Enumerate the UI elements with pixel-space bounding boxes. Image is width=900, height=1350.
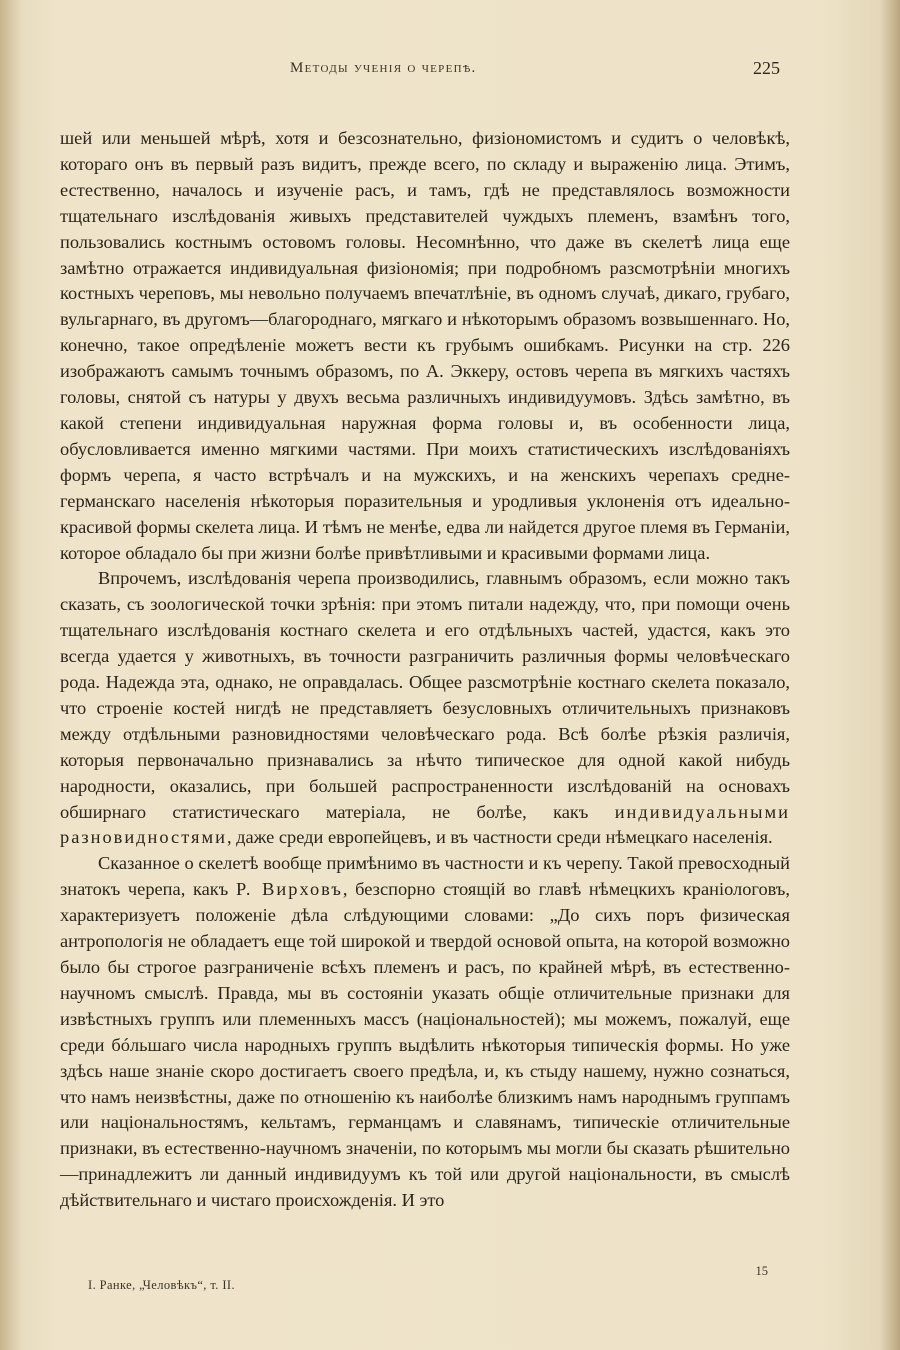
body-text (60, 126, 790, 1214)
signature-text: І. Ранке, „Человѣкъ“, т. II. (88, 1278, 235, 1292)
sheet-number: 15 (755, 1264, 768, 1278)
page-footer (88, 1264, 768, 1292)
paragraph-continued (60, 126, 790, 566)
paragraph-text: Сказанное о скелетѣ вообще примѣнимо въ частности и къ черепу. Такой превосходный знатокъ черепа, какъ (60, 853, 790, 900)
paragraph-text: , безспорно стоящій во главѣ нѣмецкихъ краніологовъ, характеризуетъ положеніе дѣла слѣдующими словами: „До сихъ поръ физическая антропологія не обладаетъ еще той широкой и твердой основой опыта, на которой возможно было бы строгое разграниченіе всѣхъ племенъ и расъ, по крайней мѣрѣ, въ естественно-научномъ смыслѣ. Правда, мы въ состояніи указать общіе отличительные признаки для извѣстныхъ группъ или племенныхъ массъ (національностей); мы можемъ, пожалуй, еще среди бóльшаго числа народныхъ группъ выдѣлить нѣкоторыя типическія формы. Но уже здѣсь наше знаніе скоро достигаетъ своего предѣла, и, къ стыду нашему, нужно сознаться, что намъ неизвѣстны, даже по отношенію къ наиболѣе близкимъ намъ народнымъ группамъ или національностямъ, кельтамъ, германцамъ и славянамъ, типическіе отличительные признаки, въ естественно-научномъ значеніи, по которымъ мы могли бы сказать рѣшительно—принадлежитъ ли данный индивидуумъ къ той или другой національности, въ смыслѣ дѣйствительнаго и чистаго происхожденія. И это (60, 879, 791, 1211)
paragraph-text: , даже среди европейцевъ, и въ частности среди нѣмецкаго населенія. (226, 827, 773, 848)
author-name-emphasized: Р. Вирховъ (235, 879, 343, 900)
paragraph (60, 851, 790, 1214)
running-head (60, 58, 800, 86)
paragraph-text: шей или меньшей мѣрѣ, хотя и безсознательно, физіономистомъ и судитъ о человѣкѣ, котораго онъ въ первый разъ видитъ, прежде всего, по складу и выраженію лица. Этимъ, естественно, началось и изученіе расъ, и тамъ, гдѣ не представлялось возможности тщательнаго изслѣдованія живыхъ представителей чуждыхъ племенъ, взамѣнъ того, пользовались костнымъ остовомъ головы. Несомнѣнно, что даже въ скелетѣ лица еще замѣтно отражается индивидуальная физіономія; при подробномъ разсмотрѣніи многихъ костныхъ череповъ, мы невольно получаемъ впечатлѣніе, въ одномъ случаѣ, дикаго, грубаго, вульгарнаго, въ другомъ—благороднаго, мягкаго и нѣкоторымъ образомъ возвышеннаго. Но, конечно, такое опредѣленіе можетъ вести къ грубымъ ошибкамъ. Рисунки на стр. 226 изображаютъ самымъ точнымъ образомъ, по А. Эккеру, остовъ черепа въ мягкихъ частяхъ головы, снятой съ натуры у двухъ весьма различныхъ индивидуумовъ. Здѣсь замѣтно, въ какой степени индивидуальная наружная форма головы и, въ особенности лица, обусловливается именно мягкими частями. При моихъ статистическихъ изслѣдованіяхъ формъ черепа, я часто встрѣчалъ и на мужскихъ, и на женскихъ черепахъ средне-германскаго населенія нѣкоторыя поразительныя и уродливыя уклоненія отъ идеально-красивой формы скелета лица. И тѣмъ не менѣе, едва ли найдется другое племя въ Германіи, которое обладало бы при жизни болѣе привѣтливыми и красивыми формами лица. (60, 128, 790, 563)
paragraph-text: Впрочемъ, изслѣдованія черепа производились, главнымъ образомъ, если можно такъ сказать, съ зоологической точки зрѣнія: при этомъ питали надежду, что, при помощи очень тщательнаго изслѣдованія костнаго скелета и его отдѣльныхъ частей, удастся, какъ это всегда удается у животныхъ, въ точности разграничить различныя формы человѣческаго рода. Надежда эта, однако, не оправдалась. Общее разсмотрѣніе костнаго скелета показало, что строеніе костей нигдѣ не представляетъ безусловныхъ отличительныхъ признаковъ между отдѣльными разновидностями человѣческаго рода. Всѣ болѣе рѣзкія различія, которыя первоначально признавались за нѣчто типическое для одной какой нибудь народности, оказались, при большей распространенности изслѣдованій на основахъ обширнаго статистическаго матеріала, не болѣе, какъ (60, 568, 790, 822)
running-title: Методы ученія о черепѣ. (290, 60, 477, 76)
page-number: 225 (753, 58, 780, 78)
paragraph (60, 566, 790, 851)
emphasized-text: индивидуальными разновидностями (60, 801, 790, 848)
